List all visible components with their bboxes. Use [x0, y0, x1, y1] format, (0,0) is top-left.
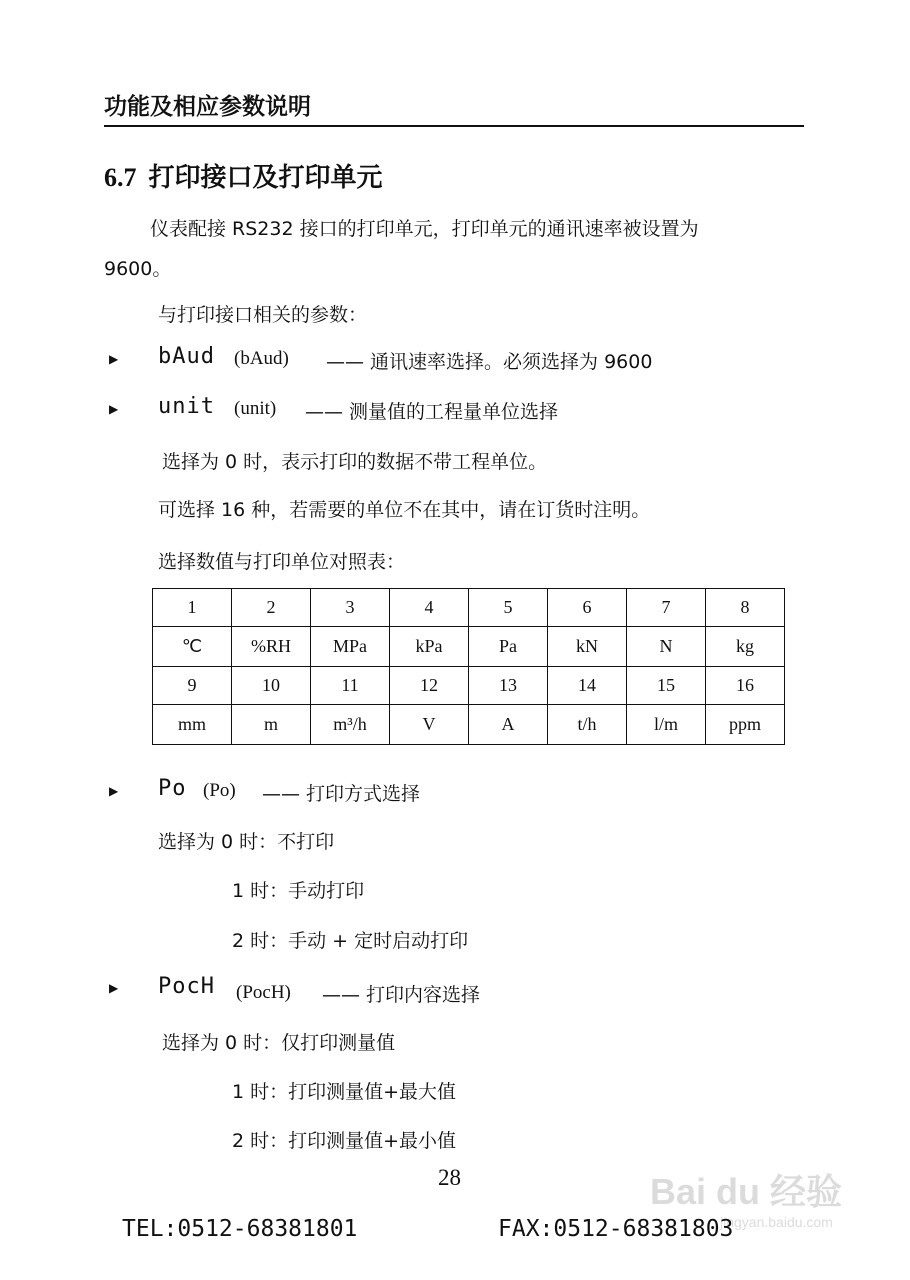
table-cell: ppm [706, 705, 785, 745]
table-cell: 2 [232, 589, 311, 627]
table-cell: 14 [548, 667, 627, 705]
bullet-icon: ▶ [109, 352, 119, 366]
table-cell: 1 [153, 589, 232, 627]
table-cell: V [390, 705, 469, 745]
table-cell: 12 [390, 667, 469, 705]
table-cell: 16 [706, 667, 785, 705]
table-cell: Pa [469, 627, 548, 667]
table-cell: mm [153, 705, 232, 745]
header-rule [104, 125, 804, 127]
table-row [153, 667, 785, 705]
table-cell: 7 [627, 589, 706, 627]
table-row [153, 589, 785, 627]
table-cell: 11 [311, 667, 390, 705]
footer-fax: FAX:0512-68381803 [498, 1216, 734, 1242]
table-cell: 5 [469, 589, 548, 627]
table-cell: 9 [153, 667, 232, 705]
unit-note-1: 选择为 0 时，表示打印的数据不带工程单位。 [162, 451, 548, 473]
params-heading: 与打印接口相关的参数： [158, 304, 368, 326]
table-cell: t/h [548, 705, 627, 745]
table-cell: m³/h [311, 705, 390, 745]
table-row [153, 627, 785, 667]
poch-option-0: 选择为 0 时：仅打印测量值 [162, 1032, 396, 1054]
table-caption: 选择数值与打印单位对照表： [158, 551, 406, 573]
bullet-icon: ▶ [109, 402, 119, 416]
unit-code: (unit) [234, 398, 277, 419]
table-cell: 6 [548, 589, 627, 627]
poch-code: (PocH) [236, 982, 291, 1003]
table-cell: kPa [390, 627, 469, 667]
po-description: —— 打印方式选择 [262, 783, 421, 805]
unit-note-2: 可选择 16 种，若需要的单位不在其中，请在订货时注明。 [158, 499, 651, 521]
poch-description: —— 打印内容选择 [322, 984, 481, 1006]
watermark-url: jingyan.baidu.com [720, 1214, 833, 1230]
intro-line-1: 仪表配接 RS232 接口的打印单元，打印单元的通讯速率被设置为 [150, 218, 699, 240]
page-number: 28 [438, 1165, 461, 1190]
baud-code: (bAud) [234, 348, 289, 369]
table-cell: A [469, 705, 548, 745]
table-cell: 3 [311, 589, 390, 627]
table-cell: N [627, 627, 706, 667]
table-cell: 10 [232, 667, 311, 705]
po-code: (Po) [203, 780, 236, 801]
poch-option-1: 1 时：打印测量值+最大值 [232, 1081, 457, 1103]
table-cell: 13 [469, 667, 548, 705]
table-cell: kN [548, 627, 627, 667]
table-row [153, 705, 785, 745]
section-heading [104, 157, 383, 194]
watermark-brand: Bai du 经验 [650, 1171, 843, 1212]
table-cell: l/m [627, 705, 706, 745]
poch-display-code: PocH [158, 974, 215, 999]
po-option-2: 2 时：手动 + 定时启动打印 [232, 930, 469, 952]
section-title: 打印接口及打印单元 [148, 163, 383, 193]
section-number: 6.7 [104, 163, 137, 192]
table-cell: kg [706, 627, 785, 667]
intro-line-2: 9600。 [104, 258, 172, 280]
poch-option-2: 2 时：打印测量值+最小值 [232, 1130, 457, 1152]
baud-description: —— 通讯速率选择。必须选择为 9600 [326, 351, 653, 373]
table-cell: %RH [232, 627, 311, 667]
unit-description: —— 测量值的工程量单位选择 [305, 401, 559, 423]
table-cell: 8 [706, 589, 785, 627]
unit-table [152, 588, 785, 745]
table-cell: 4 [390, 589, 469, 627]
page-header-title: 功能及相应参数说明 [104, 94, 311, 120]
po-display-code: Po [158, 776, 187, 801]
table-cell: ℃ [153, 627, 232, 667]
table-cell: 15 [627, 667, 706, 705]
bullet-icon: ▶ [109, 981, 119, 995]
footer-tel: TEL:0512-68381801 [122, 1216, 358, 1242]
table-cell: m [232, 705, 311, 745]
bullet-icon: ▶ [109, 784, 119, 798]
po-option-1: 1 时：手动打印 [232, 880, 365, 902]
po-option-0: 选择为 0 时：不打印 [158, 831, 335, 853]
baud-display-code: bAud [158, 344, 215, 369]
unit-display-code: unit [158, 394, 215, 419]
table-cell: MPa [311, 627, 390, 667]
